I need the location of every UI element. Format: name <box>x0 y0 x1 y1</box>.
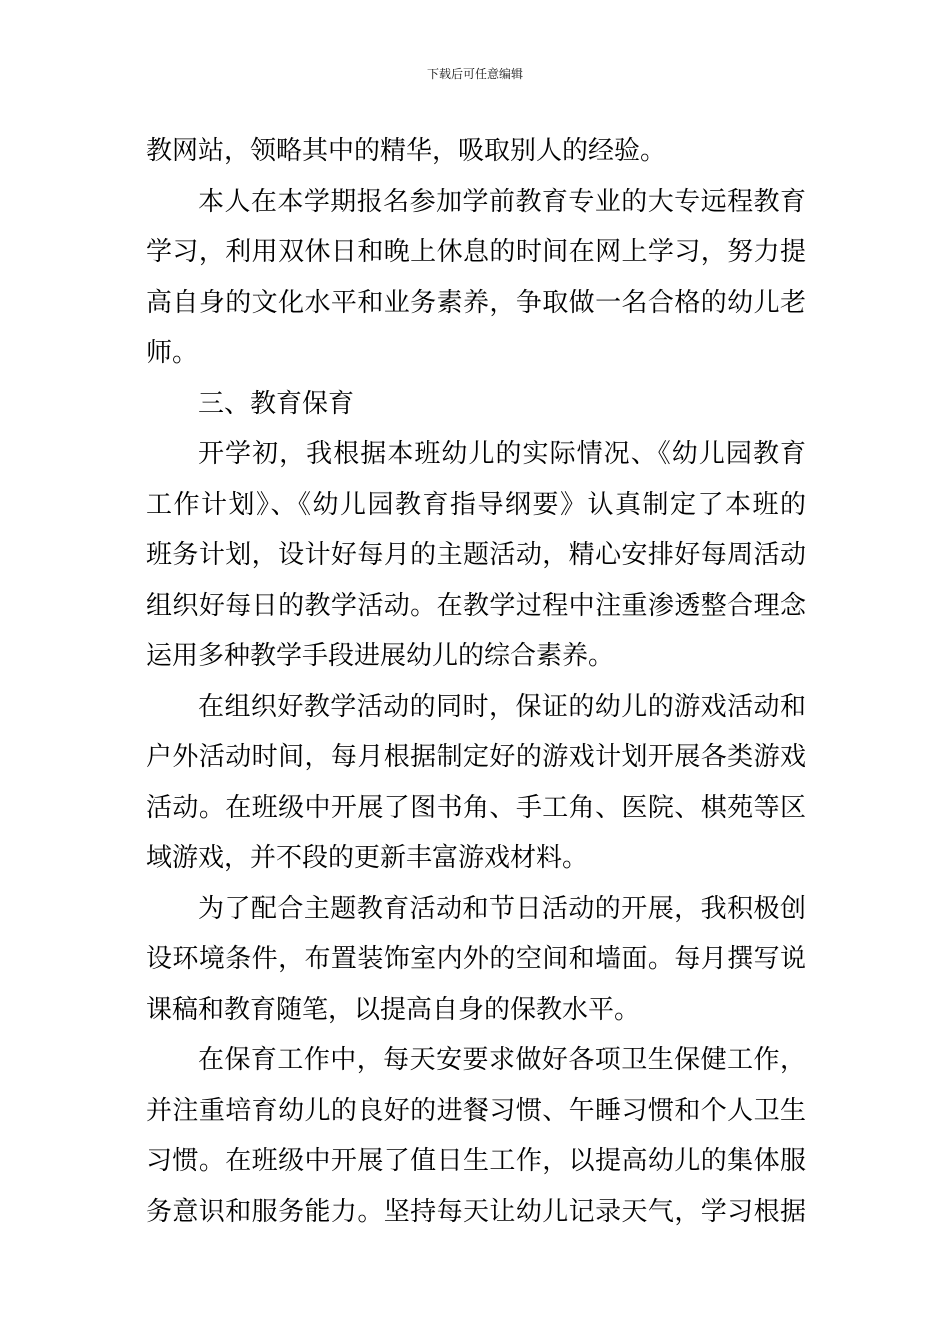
text-line: 师。 <box>146 338 199 368</box>
text-line: 在保育工作中，每天安要求做好各项卫生保健工作， <box>198 1045 806 1075</box>
text-line: 户外活动时间，每月根据制定好的游戏计划开展各类游戏 <box>146 742 806 772</box>
text-line: 为了配合主题教育活动和节日活动的开展，我积极创 <box>198 893 806 924</box>
text-line: 开学初，我根据本班幼儿的实际情况、《幼儿园教育 <box>198 439 806 469</box>
text-line: 教网站，领略其中的精华，吸取别人的经验。 <box>146 136 667 166</box>
text-line: 班务计划，设计好每月的主题活动，精心安排好每周活动 <box>146 540 806 570</box>
text-line: 学习，利用双休日和晚上休息的时间在网上学习，努力提 <box>146 237 806 267</box>
text-line: 高自身的文化水平和业务素养，争取做一名合格的幼儿老 <box>146 287 806 318</box>
body-text <box>146 126 806 1237</box>
text-line: 工作计划》、《幼儿园教育指导纲要》认真制定了本班的 <box>146 489 806 520</box>
text-line: 域游戏，并不段的更新丰富游戏材料。 <box>146 843 589 873</box>
text-line: 并注重培育幼儿的良好的进餐习惯、午睡习惯和个人卫生 <box>146 1095 806 1126</box>
section-heading: 三、教育保育 <box>198 388 355 419</box>
header-note: 下载后可任意编辑 <box>426 67 523 81</box>
text-line: 组织好每日的教学活动。在教学过程中注重渗透整合理念 <box>146 590 806 621</box>
text-line: 运用多种教学手段进展幼儿的综合素养。 <box>146 641 615 671</box>
text-line: 在组织好教学活动的同时，保证的幼儿的游戏活动和 <box>198 691 806 722</box>
text-line: 务意识和服务能力。坚持每天让幼儿记录天气，学习根据 <box>146 1196 806 1227</box>
text-line: 课稿和教育随笔，以提高自身的保教水平。 <box>146 994 641 1025</box>
text-line: 活动。在班级中开展了图书角、手工角、医院、棋苑等区 <box>146 792 806 823</box>
text-line: 本人在本学期报名参加学前教育专业的大专远程教育 <box>198 186 806 217</box>
text-line: 习惯。在班级中开展了值日生工作，以提高幼儿的集体服 <box>146 1146 806 1176</box>
text-line: 设环境条件，布置装饰室内外的空间和墙面。每月撰写说 <box>146 944 806 974</box>
